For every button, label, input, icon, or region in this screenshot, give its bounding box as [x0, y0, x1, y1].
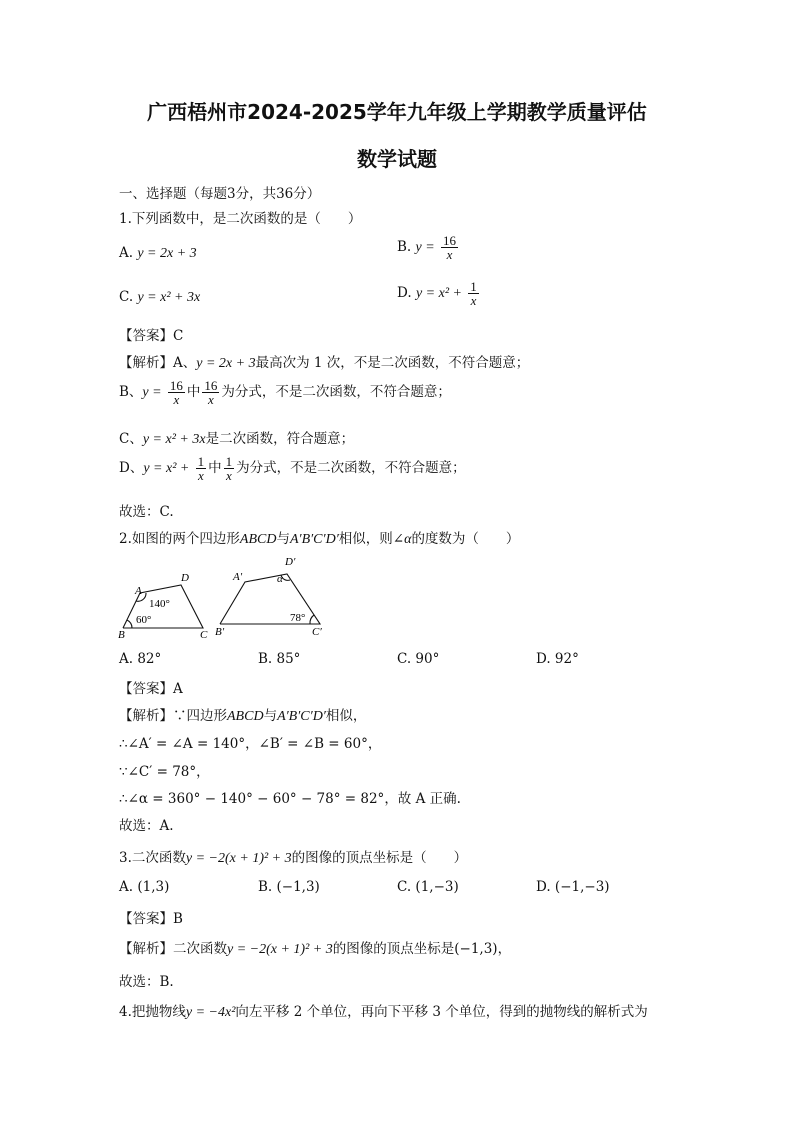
label-alpha: α: [277, 573, 283, 585]
q3-option-b: B. (−1,3): [258, 879, 320, 895]
q1-analysis-2: B、y = $\frac{16}{x}$ 中 $\frac{16}{x}$ 为分式，不是二次函数，不符合题意；: [119, 378, 451, 407]
q2-analysis-3: ∵∠C′ = 78°，: [119, 764, 210, 780]
q3-option-d: D. (−1,−3): [536, 879, 610, 895]
q2-option-c: C. 90°: [397, 651, 440, 667]
q1-stem: 1.下列函数中，是二次函数的是（ ）: [119, 211, 362, 227]
q3-choice: 故选：B.: [119, 974, 174, 990]
label-angle-a: 140°: [149, 598, 170, 610]
label-d2: D′: [285, 556, 296, 568]
label-c2: C′: [312, 626, 322, 638]
q1-answer: 【答案】C: [119, 328, 184, 344]
q3-option-a: A. (1,3): [119, 879, 170, 895]
label-c: C: [200, 629, 208, 641]
q1-option-d: D. y = x² + $\frac{1}{x}$: [397, 279, 477, 308]
label-a: A: [135, 585, 142, 597]
q1-analysis-1: 【解析】A、y = 2x + 3最高次为 1 次，不是二次函数，不符合题意；: [119, 355, 530, 371]
label-a2: A′: [233, 571, 243, 583]
q2-option-d: D. 92°: [536, 651, 579, 667]
q1-option-b: B. y = $\frac{16}{x}$: [397, 233, 456, 262]
label-angle-b: 60°: [136, 614, 152, 626]
q2-option-b: B. 85°: [258, 651, 301, 667]
q3-option-c: C. (1,−3): [397, 879, 459, 895]
title-line1: 广西梧州市2024-2025学年九年级上学期教学质量评估: [147, 100, 647, 124]
q3-answer: 【答案】B: [119, 911, 183, 927]
q1-analysis-4: D、y = x² + $\frac{1}{x}$ 中 $\frac{1}{x}$ 为分式，不是二次函数，不符合题意；: [119, 454, 466, 483]
section-heading: 一、选择题（每题3分，共36分）: [119, 186, 321, 202]
q1-choice: 故选：C.: [119, 504, 174, 520]
q2-answer: 【答案】A: [119, 681, 183, 697]
label-b: B: [118, 629, 125, 641]
label-d: D: [181, 572, 189, 584]
q2-option-a: A. 82°: [119, 651, 162, 667]
label-b2: B′: [215, 626, 225, 638]
q1-analysis-3: C、y = x² + 3x是二次函数，符合题意；: [119, 431, 355, 447]
q2-stem: 2.如图的两个四边形ABCD与A′B′C′D′相似，则∠α的度数为（ ）: [119, 531, 520, 547]
q1-option-a: A. y = 2x + 3: [119, 245, 197, 261]
title-line2: 数学试题: [357, 147, 437, 171]
q2-choice: 故选：A.: [119, 818, 174, 834]
q2-analysis-2: ∴∠A′ = ∠A = 140°，∠B′ = ∠B = 60°，: [119, 736, 382, 752]
q2-figure: [115, 552, 335, 642]
q4-stem: 4.把抛物线y = −4x²向左平移 2 个单位，再向下平移 3 个单位，得到的抛物线的解析式为: [119, 1004, 648, 1020]
q2-analysis-1: 【解析】∵四边形ABCD与A′B′C′D′相似，: [119, 708, 367, 724]
q2-analysis-4: ∴∠α = 360° − 140° − 60° − 78° = 82°，故 A 正确.: [119, 791, 461, 807]
q3-stem: 3.二次函数y = −2(x + 1)² + 3的图像的顶点坐标是（ ）: [119, 850, 468, 866]
q3-analysis: 【解析】二次函数y = −2(x + 1)² + 3的图像的顶点坐标是(−1,3)，: [119, 941, 512, 957]
q1-option-c: C. y = x² + 3x: [119, 289, 201, 305]
label-angle-c2: 78°: [290, 612, 306, 624]
